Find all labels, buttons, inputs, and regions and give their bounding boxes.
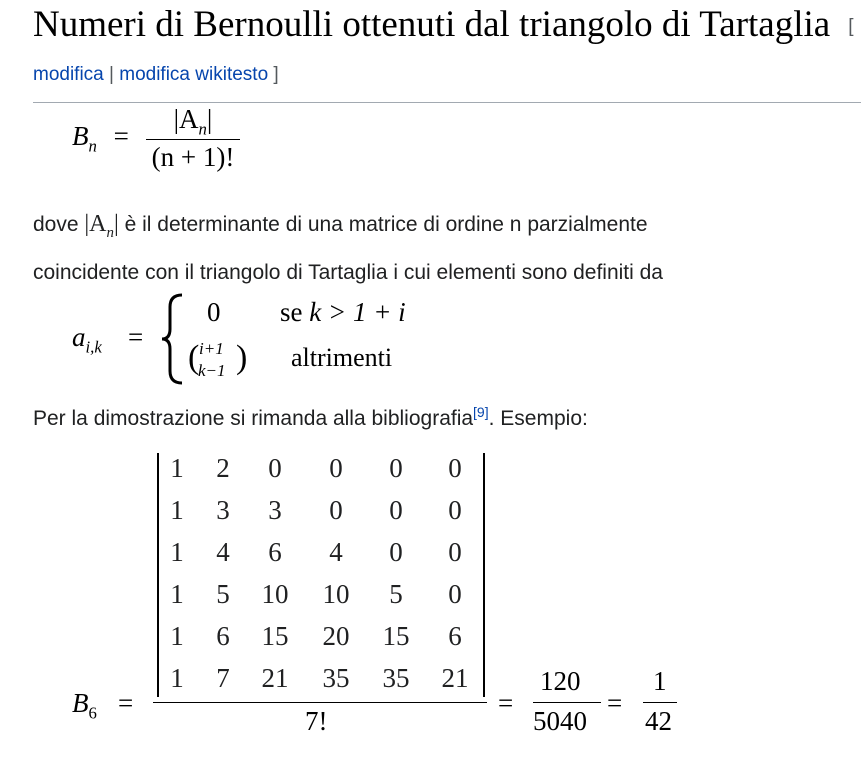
matrix-cell: 4 — [329, 537, 343, 567]
left-brace — [158, 293, 188, 385]
matrix-cell: 3 — [216, 495, 230, 525]
matrix-cell: 5 — [216, 579, 230, 609]
matrix-cell: 1 — [170, 579, 184, 609]
matrix-cell: 1 — [170, 663, 184, 693]
matrix-cell: 0 — [389, 537, 403, 567]
matrix-cell: 2 — [216, 453, 230, 483]
matrix-cell: 0 — [329, 453, 343, 483]
edit-link[interactable]: modifica — [33, 64, 104, 85]
matrix-cell: 10 — [261, 579, 289, 609]
matrix-cell: 0 — [329, 495, 343, 525]
matrix-cell: 1 — [170, 495, 184, 525]
matrix-cell: 6 — [268, 537, 282, 567]
matrix-cell: 3 — [268, 495, 282, 525]
matrix-cell: 1 — [170, 621, 184, 651]
matrix-cell: 10 — [322, 579, 350, 609]
matrix-cell: 0 — [389, 495, 403, 525]
matrix-cell: 0 — [389, 453, 403, 483]
formula-b6-example: $B_6$ = 7! = 120 5040 = 1 42 — [0, 0, 863, 773]
matrix-cell: 1 — [170, 453, 184, 483]
main-fraction-bar — [153, 702, 487, 703]
edit-wikitext-link[interactable]: modifica wikitesto — [119, 64, 269, 85]
matrix-cell: 0 — [448, 579, 462, 609]
matrix-cell: 21 — [441, 663, 469, 693]
formula-bernoulli-definition: $B_n$ = $\frac{|A_n|}{(n + 1)!}$ — [72, 104, 240, 173]
matrix-cell: 15 — [382, 621, 410, 651]
matrix-cell: 35 — [382, 663, 410, 693]
matrix-cell: 1 — [170, 537, 184, 567]
citation-ref-9[interactable]: [9] — [473, 404, 489, 420]
formula-matrix-elements: $a_{i,k}$ = 0 se k > 1 + i ( i+1 k−1 ) altrimenti — [0, 0, 863, 400]
paragraph-example: Per la dimostrazione si rimanda alla bibliografia[9]. Esempio: — [33, 404, 588, 430]
paragraph-determinant: dove $|A_n|$ è il determinante di una matrice di ordine n parzialmente coincidente con il triangolo di Tartaglia i cui elementi sono definiti da — [33, 211, 663, 284]
matrix-cell: 21 — [261, 663, 289, 693]
fraction-an-over-factorial: $\frac{|A_n|}{(n + 1)!}$ — [146, 104, 241, 173]
matrix-cell: 5 — [389, 579, 403, 609]
section-title: Numeri di Bernoulli ottenuti dal triangolo di Tartaglia — [33, 4, 831, 45]
matrix-cell: 15 — [261, 621, 289, 651]
matrix-cell: 20 — [322, 621, 350, 651]
determinant-matrix — [157, 453, 485, 697]
matrix-cell: 35 — [322, 663, 350, 693]
matrix-cell: 6 — [448, 621, 462, 651]
edit-section-links: [ modifica | modifica wikitesto ] — [33, 16, 854, 85]
matrix-cell: 0 — [448, 453, 462, 483]
matrix-cell: 0 — [448, 495, 462, 525]
matrix-cell: 6 — [216, 621, 230, 651]
matrix-cell: 4 — [216, 537, 230, 567]
binomial-coefficient: ( — [188, 339, 200, 376]
matrix-cell: 7 — [216, 663, 230, 693]
matrix-cell: 0 — [448, 537, 462, 567]
matrix-cell: 0 — [268, 453, 282, 483]
